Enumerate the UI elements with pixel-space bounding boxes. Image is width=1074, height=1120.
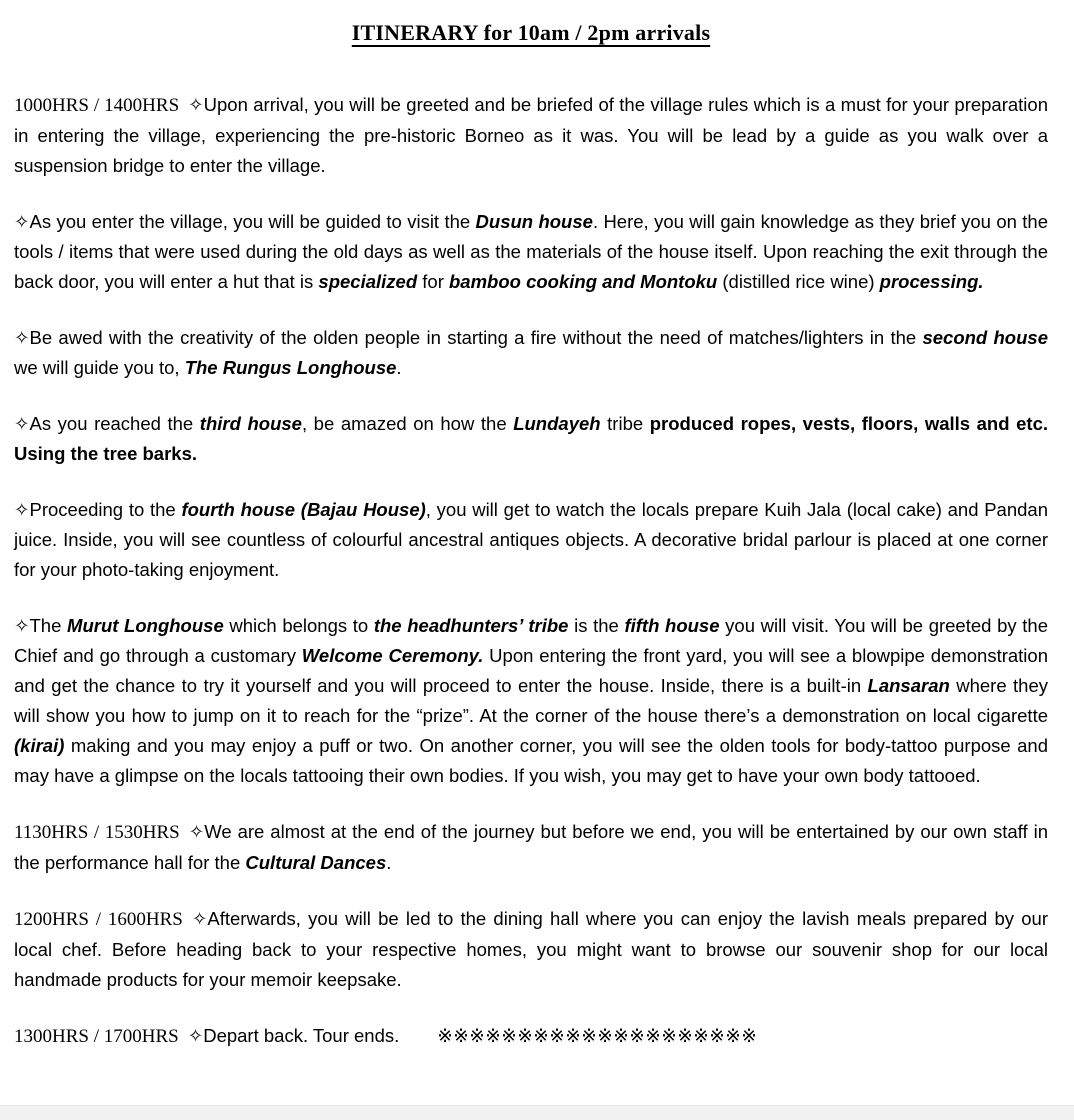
paragraph-murut-longhouse [14,611,1048,791]
emphasis-run: Lansaran [867,675,950,696]
text-run: which belongs to [223,615,374,636]
time-label: 1300HRS / 1700HRS [14,1026,179,1047]
text-run: ✧We are almost at the end of the journey but before we end, you will be entertained by our own staff in the performance hall for the [14,821,1048,873]
emphasis-run: processing. [879,271,984,292]
emphasis-run: third house [199,413,302,434]
emphasis-run: Cultural Dances [245,852,387,873]
emphasis-run: fourth house (Bajau House) [181,499,426,520]
emphasis-run: bamboo cooking and Montoku [449,271,718,292]
emphasis-run: (kirai) [14,735,65,756]
text-run: ✧Depart back. Tour ends. [187,1025,400,1046]
text-run: . [396,357,402,378]
emphasis-run: Welcome Ceremony. [301,645,484,666]
text-run: is the [568,615,625,636]
text-run: . Here, you will gain knowledge as they brief you on the tools / items that were used during the old days as well as the materials of the house itself. Upon reaching the exit through the back door, you will enter a hut that is [14,211,1048,292]
text-run: ✧Be awed with the creativity of the olden people in starting a fire without the need of matches/lighters in the [14,327,923,348]
text-run: ✧As you reached the [14,413,200,434]
paragraph-rungus-longhouse [14,323,1048,383]
paragraph-dusun-house [14,207,1048,297]
text-run: ✧Proceeding to the [14,499,182,520]
time-label: 1130HRS / 1530HRS [14,822,180,843]
text-run: , be amazed on how the [301,413,514,434]
text-run: ✧As you enter the village, you will be guided to visit the [14,211,476,232]
emphasis-run: second house [922,327,1048,348]
document-title: ITINERARY for 10am / 2pm arrivals [351,20,711,45]
emphasis-run: Dusun house [475,211,593,232]
separator-symbols: ※※※※※※※※※※※※※※※※※※※※ [437,1026,758,1047]
paragraph-cultural-dances [14,817,1048,878]
time-label: 1000HRS / 1400HRS [14,95,180,116]
page-bottom-strip [0,1105,1074,1120]
text-run: , you will get to watch the locals prepare Kuih Jala (local cake) and Pandan juice. Inside, you will see countless of colourful ancestral antiques objects. A decorative bridal parlour is placed at one corner for your photo-taking enjoyment. [14,499,1048,580]
text-run: ✧The [14,615,68,636]
emphasis-run: specialized [318,271,418,292]
text-run: (distilled rice wine) [717,271,880,292]
emphasis-run: Lundayeh [513,413,601,434]
emphasis-run: The Rungus Longhouse [184,357,397,378]
text-run: making and you may enjoy a puff or two. On another corner, you will see the olden tools for body-tattoo purpose and may have a glimpse on the locals tattooing their own bodies. If you wish, you may get to have your own body tattooed. [14,735,1048,786]
text-run: you will visit. You will be greeted by the Chief and go through a customary [14,615,1048,666]
time-label: 1200HRS / 1600HRS [14,909,183,930]
emphasis-run: fifth house [624,615,720,636]
text-run: . [386,852,392,873]
text-run: Upon entering the front yard, you will see a blowpipe demonstration and get the chance to try it yourself and you will proceed to enter the house. Inside, there is a built-in [14,645,1048,696]
text-run: ✧Upon arrival, you will be greeted and be briefed of the village rules which is a must for your preparation in entering the village, experiencing the pre-historic Borneo as it was. You will be lead by a guide as you walk over a suspension bridge to enter the village. [14,94,1048,176]
text-run: tribe [600,413,650,434]
paragraph-arrival-briefing [14,90,1048,181]
text-run: ✧Afterwards, you will be led to the dining hall where you can enjoy the lavish meals prepared by our local chef. Before heading back to your respective homes, you might want to browse our souvenir shop for our local handmade products for your memoir keepsake. [14,908,1048,990]
paragraph-depart [14,1021,1048,1052]
paragraph-bajau-house [14,495,1048,585]
bold-run: produced ropes, vests, floors, walls and etc. Using the tree barks. [14,413,1048,464]
text-run: we will guide you to, [14,357,185,378]
emphasis-run: the headhunters’ tribe [373,615,569,636]
text-run: for [417,271,449,292]
emphasis-run: Murut Longhouse [67,615,224,636]
paragraph-dining-hall [14,904,1048,995]
paragraph-lundayeh-house [14,409,1048,469]
text-run: where they will show you how to jump on it to reach for the “prize”. At the corner of the house there’s a demonstration on local cigarette [14,675,1048,726]
